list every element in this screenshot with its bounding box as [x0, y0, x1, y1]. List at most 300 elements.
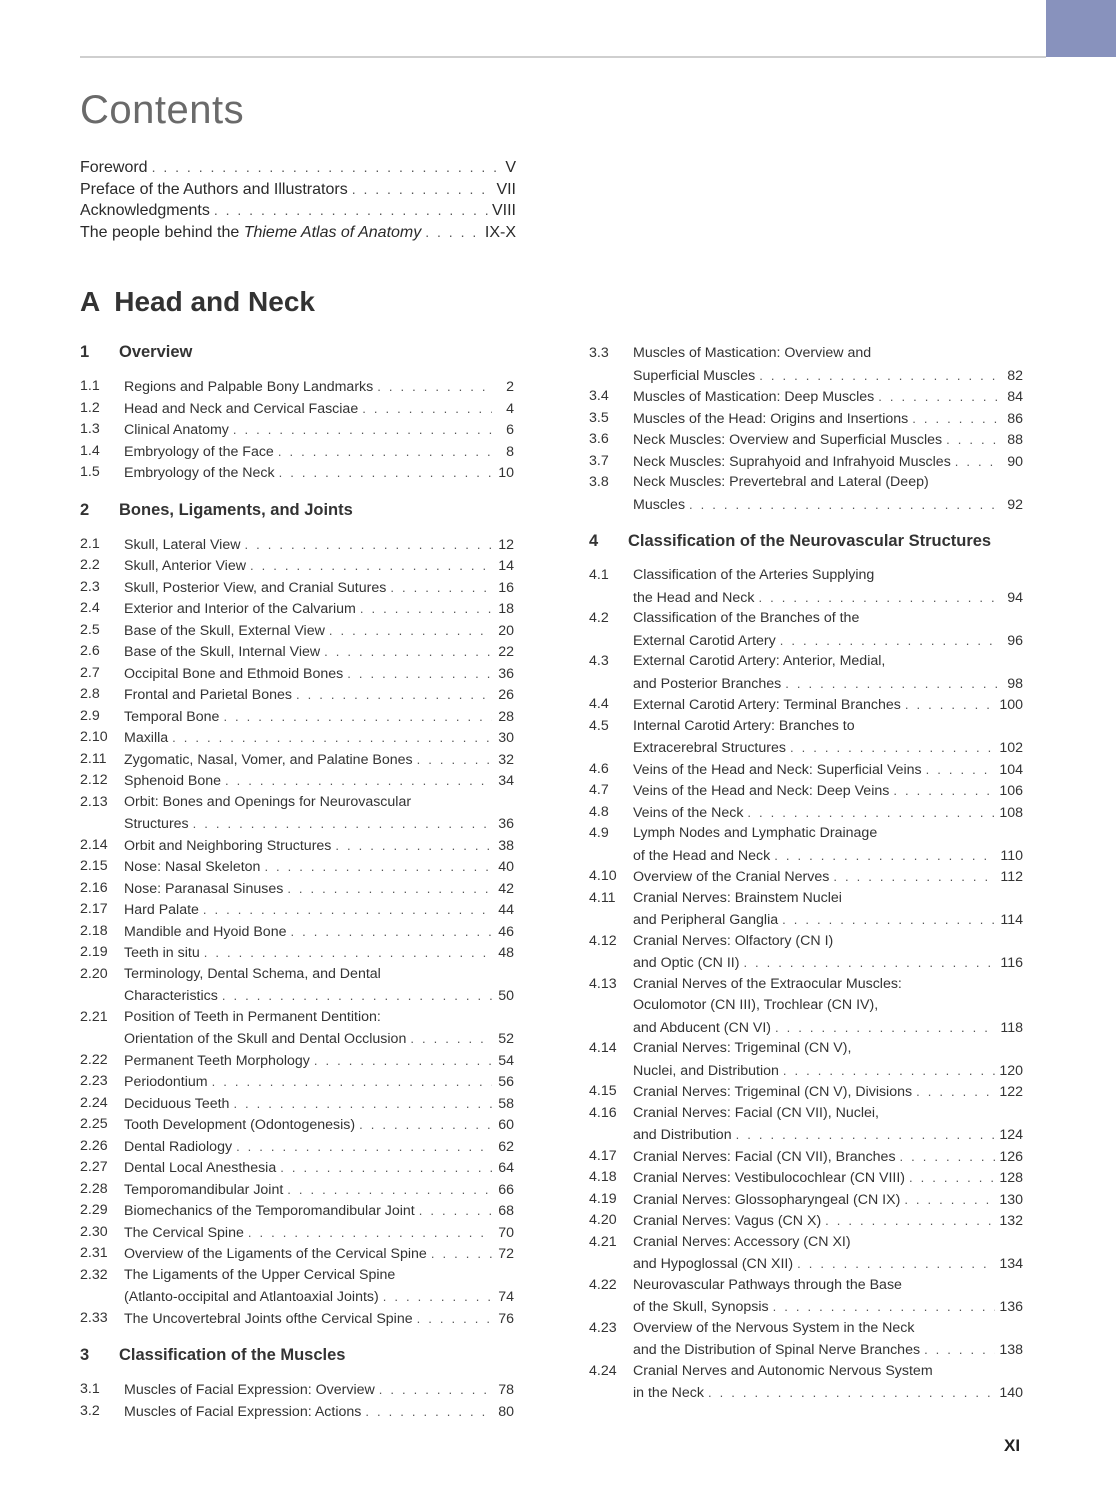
front-matter-item[interactable] — [80, 224, 516, 246]
section-line — [124, 1308, 514, 1330]
leader-dots — [278, 441, 492, 463]
section-title: and the Distribution of Spinal Nerve Branches — [633, 1342, 921, 1358]
section-title: Orbit and Neighboring Structures — [124, 837, 332, 854]
section-body — [633, 866, 1023, 888]
section-body — [633, 759, 1023, 781]
section-number: 1.1 — [80, 378, 100, 394]
section-body — [124, 1401, 514, 1423]
section-number: 2.2 — [80, 557, 100, 573]
section-line — [633, 780, 1023, 802]
front-matter-page: IX-X — [484, 223, 516, 241]
section-title: Dental Radiology — [124, 1138, 233, 1155]
section-number: 3.6 — [589, 431, 609, 447]
section-number: 2.11 — [80, 750, 107, 767]
leader-dots — [782, 909, 996, 931]
leader-dots — [280, 1157, 492, 1179]
section-page: 38 — [498, 837, 514, 854]
section-title: Nuclei, and Distribution — [633, 1062, 779, 1079]
section-page: 36 — [498, 816, 514, 832]
leader-dots — [236, 1136, 492, 1158]
chapter-heading[interactable] — [80, 1346, 514, 1368]
toc-entry[interactable] — [589, 759, 1023, 781]
section-title: Internal Carotid Artery: Branches to — [633, 717, 855, 734]
section-title: External Carotid Artery: Terminal Branches — [633, 697, 901, 713]
toc-entry[interactable] — [80, 1200, 514, 1222]
section-line — [124, 1157, 514, 1179]
section-title: The Ligaments of the Upper Cervical Spine — [124, 1266, 396, 1283]
section-line — [633, 931, 1023, 953]
toc-entry[interactable] — [80, 376, 514, 398]
toc-entry[interactable] — [589, 974, 1023, 1039]
section-page: 30 — [498, 730, 514, 746]
toc-entry[interactable] — [80, 1179, 514, 1201]
toc-entry[interactable] — [80, 398, 514, 420]
section-title: Cranial Nerves: Accessory (CN XI) — [633, 1233, 851, 1250]
leader-dots — [360, 598, 492, 620]
chapter-title: Overview — [119, 343, 193, 361]
section-line — [633, 1232, 1023, 1254]
section-number: 3.3 — [589, 345, 609, 361]
toc-entry[interactable] — [80, 641, 514, 663]
section-line — [633, 451, 1023, 473]
leader-dots — [708, 1382, 995, 1404]
section-title: External Carotid Artery: Anterior, Medial, — [633, 653, 886, 669]
section-title: Veins of the Head and Neck: Superficial Veins — [633, 761, 922, 778]
section-number: 2.33 — [80, 1309, 108, 1326]
toc-entry[interactable] — [80, 577, 514, 599]
toc-entry[interactable] — [80, 1157, 514, 1179]
section-number: 4.20 — [589, 1212, 617, 1228]
section-number: 2.21 — [80, 1008, 108, 1025]
top-rule — [80, 56, 1046, 58]
toc-entry[interactable] — [589, 386, 1023, 408]
section-number: 4.8 — [589, 803, 609, 820]
section-page: 126 — [999, 1148, 1023, 1165]
toc-entry[interactable] — [589, 780, 1023, 802]
section-number: 4.17 — [589, 1147, 617, 1164]
section-page: 114 — [1000, 912, 1023, 928]
toc-entry[interactable] — [80, 1401, 514, 1423]
section-page: 132 — [999, 1213, 1023, 1229]
toc-entry[interactable] — [589, 565, 1023, 608]
toc-entry[interactable] — [589, 1361, 1023, 1404]
page-number: XI — [1004, 1436, 1021, 1455]
section-page: 58 — [498, 1095, 514, 1112]
toc-entry[interactable] — [589, 823, 1023, 866]
section-title: Frontal and Parietal Bones — [124, 687, 292, 703]
toc-entry[interactable] — [589, 1038, 1023, 1081]
toc-entry[interactable] — [80, 598, 514, 620]
section-page: 86 — [1007, 410, 1023, 427]
toc-entry[interactable] — [80, 706, 514, 728]
chapter-heading[interactable] — [589, 532, 1023, 554]
front-matter-item[interactable] — [80, 159, 516, 181]
section-number: 2.26 — [80, 1137, 108, 1154]
toc-entry[interactable] — [589, 343, 1023, 386]
toc-entry[interactable] — [80, 534, 514, 556]
section-line — [633, 587, 1023, 609]
toc-entry[interactable] — [80, 964, 514, 1007]
section-line — [633, 565, 1023, 587]
toc-entry[interactable] — [589, 1081, 1023, 1103]
leader-dots — [904, 1189, 995, 1211]
section-title: (Atlanto-occipital and Atlantoaxial Joints) — [124, 1289, 379, 1305]
leader-dots — [419, 1200, 492, 1222]
section-number: 2.24 — [80, 1094, 108, 1111]
leader-dots — [916, 1081, 995, 1103]
section-line — [124, 1200, 514, 1222]
section-body — [633, 408, 1023, 430]
section-body — [124, 620, 514, 642]
section-number: 2.16 — [80, 879, 108, 896]
page-title: Contents — [80, 88, 245, 132]
toc-entry[interactable] — [589, 888, 1023, 931]
section-title: Regions and Palpable Bony Landmarks — [124, 379, 374, 395]
section-number: 2.29 — [80, 1202, 108, 1218]
chapter-number: 1 — [80, 343, 90, 361]
part-title: Head and Neck — [114, 286, 315, 317]
toc-entry[interactable] — [80, 1114, 514, 1136]
section-title: Dental Local Anesthesia — [124, 1160, 277, 1176]
section-line — [124, 1071, 514, 1093]
toc-entry[interactable] — [589, 1210, 1023, 1232]
section-title: Muscles of Facial Expression: Actions — [124, 1403, 362, 1420]
section-line — [633, 365, 1023, 387]
toc-entry[interactable] — [589, 451, 1023, 473]
section-body — [124, 1222, 514, 1244]
section-title: Occipital Bone and Ethmoid Bones — [124, 665, 344, 682]
section-number: 4.4 — [589, 696, 609, 712]
section-page: 76 — [498, 1310, 514, 1327]
section-number: 2.9 — [80, 707, 100, 724]
section-number: 2.5 — [80, 621, 100, 638]
section-number: 2.8 — [80, 686, 100, 702]
section-page: 94 — [1007, 589, 1023, 606]
section-page: 90 — [1007, 453, 1023, 470]
leader-dots — [417, 749, 492, 771]
section-page: 2 — [506, 379, 514, 395]
section-page: 32 — [498, 751, 514, 768]
section-number: 4.12 — [589, 932, 617, 949]
toc-entry[interactable] — [80, 1265, 514, 1308]
toc-entry[interactable] — [80, 1050, 514, 1072]
toc-entry[interactable] — [80, 462, 514, 484]
toc-entry[interactable] — [589, 1318, 1023, 1361]
section-body — [124, 1379, 514, 1401]
section-page: 36 — [498, 665, 514, 682]
leader-dots — [926, 759, 996, 781]
section-line — [124, 598, 514, 620]
section-number: 4.16 — [589, 1104, 617, 1121]
section-title: Cranial Nerves: Vagus (CN X) — [633, 1213, 822, 1229]
section-title: Periodontium — [124, 1074, 208, 1090]
section-title: of the Skull, Synopsis — [633, 1299, 769, 1315]
section-body — [124, 462, 514, 484]
leader-dots — [783, 1060, 995, 1082]
section-number: 2.6 — [80, 643, 100, 659]
section-page: 72 — [498, 1246, 514, 1262]
section-title: Cranial Nerves: Facial (CN VII), Nuclei, — [633, 1104, 879, 1121]
section-number: 2.14 — [80, 836, 108, 853]
leader-dots — [264, 856, 492, 878]
section-title: Temporal Bone — [124, 708, 220, 725]
toc-entry[interactable] — [80, 663, 514, 685]
leader-dots — [290, 921, 492, 943]
section-title: Maxilla — [124, 730, 169, 746]
toc-entry[interactable] — [589, 472, 1023, 515]
section-page: 136 — [999, 1299, 1023, 1315]
toc-entry[interactable] — [80, 899, 514, 921]
leader-dots — [223, 706, 492, 728]
leader-dots — [248, 1222, 492, 1244]
section-line — [124, 462, 514, 484]
section-number: 2.4 — [80, 600, 100, 616]
section-title: Tooth Development (Odontogenesis) — [124, 1117, 356, 1133]
toc-entry[interactable] — [589, 1232, 1023, 1275]
chapter-heading[interactable] — [80, 343, 514, 365]
chapter-number: 3 — [80, 1346, 90, 1364]
section-number: 2.17 — [80, 901, 108, 917]
section-title: External Carotid Artery — [633, 632, 776, 649]
section-title: and Distribution — [633, 1127, 732, 1143]
toc-entry[interactable] — [589, 1275, 1023, 1318]
chapter-title: Classification of the Muscles — [119, 1346, 346, 1364]
leader-dots — [244, 534, 492, 556]
section-page: 52 — [498, 1031, 514, 1047]
leader-dots — [279, 462, 492, 484]
section-title: Veins of the Head and Neck: Deep Veins — [633, 783, 890, 799]
section-page: 102 — [999, 740, 1023, 756]
section-page: 60 — [498, 1117, 514, 1133]
section-line — [633, 974, 1023, 996]
section-line — [633, 1124, 1023, 1146]
toc-entry[interactable] — [80, 1007, 514, 1050]
section-number: 1.4 — [80, 442, 100, 459]
section-line — [124, 899, 514, 921]
section-number: 2.15 — [80, 858, 108, 874]
toc-entry[interactable] — [80, 1071, 514, 1093]
section-page: 44 — [498, 902, 514, 918]
section-body — [633, 451, 1023, 473]
section-title: and Abducent (CN VI) — [633, 1019, 772, 1036]
front-matter-item[interactable] — [80, 181, 516, 203]
section-number: 2.31 — [80, 1245, 108, 1261]
section-page: 12 — [498, 536, 514, 553]
toc-entry[interactable] — [80, 749, 514, 771]
toc-entry[interactable] — [589, 1167, 1023, 1189]
toc-entry[interactable] — [80, 555, 514, 577]
section-body — [124, 398, 514, 420]
toc-entry[interactable] — [80, 921, 514, 943]
section-line — [124, 419, 514, 441]
section-title: Cranial Nerves: Vestibulocochlear (CN VIII) — [633, 1170, 906, 1186]
section-line — [124, 727, 514, 749]
toc-entry[interactable] — [80, 1379, 514, 1401]
section-number: 2.3 — [80, 578, 100, 595]
leader-dots — [900, 1146, 996, 1168]
leader-dots — [222, 985, 492, 1007]
section-line — [633, 630, 1023, 652]
toc-entry[interactable] — [589, 1189, 1023, 1211]
section-page: 18 — [498, 601, 514, 617]
section-line — [633, 1081, 1023, 1103]
toc-entry[interactable] — [80, 1093, 514, 1115]
leader-dots — [390, 577, 492, 599]
front-matter-item[interactable] — [80, 202, 516, 224]
section-title: Skull, Lateral View — [124, 536, 241, 553]
section-number: 3.5 — [589, 409, 609, 426]
section-title: Permanent Teeth Morphology — [124, 1052, 310, 1069]
section-line — [633, 608, 1023, 630]
section-line — [633, 1275, 1023, 1297]
section-line — [633, 952, 1023, 974]
section-page: 140 — [999, 1385, 1023, 1401]
toc-entry[interactable] — [589, 429, 1023, 451]
toc-column-right — [589, 343, 1023, 1404]
section-line — [124, 441, 514, 463]
toc-entry[interactable] — [80, 878, 514, 900]
leader-dots — [172, 727, 492, 749]
section-body — [633, 1038, 1023, 1081]
leader-dots — [233, 1093, 492, 1115]
section-line — [124, 1007, 514, 1029]
toc-entry[interactable] — [80, 835, 514, 857]
section-line — [633, 737, 1023, 759]
section-title: Embryology of the Neck — [124, 465, 275, 481]
toc-entry[interactable] — [589, 608, 1023, 651]
section-title: Sphenoid Bone — [124, 773, 222, 789]
toc-entry[interactable] — [80, 1136, 514, 1158]
section-title: Superficial Muscles — [633, 367, 756, 384]
toc-entry[interactable] — [589, 716, 1023, 759]
section-title: Deciduous Teeth — [124, 1095, 230, 1112]
section-page: 84 — [1007, 389, 1023, 405]
front-matter-list — [80, 159, 516, 245]
section-number: 4.9 — [589, 825, 609, 841]
toc-entry[interactable] — [589, 802, 1023, 824]
toc-entry[interactable] — [80, 792, 514, 835]
toc-entry[interactable] — [80, 419, 514, 441]
toc-entry[interactable] — [589, 408, 1023, 430]
toc-entry[interactable] — [80, 1222, 514, 1244]
section-page: 46 — [498, 923, 514, 940]
section-page: 88 — [1007, 432, 1023, 448]
leader-dots — [833, 866, 996, 888]
leader-dots — [893, 780, 995, 802]
section-body — [124, 684, 514, 706]
section-number: 4.23 — [589, 1319, 617, 1336]
leader-dots — [689, 494, 1001, 516]
section-line — [633, 1017, 1023, 1039]
section-line — [633, 1167, 1023, 1189]
section-page: 82 — [1007, 367, 1023, 384]
leader-dots — [296, 684, 492, 706]
chapter-title: Classification of the Neurovascular Structures — [628, 532, 992, 550]
leader-dots — [377, 376, 492, 398]
section-body — [124, 899, 514, 921]
section-body — [633, 429, 1023, 451]
section-number: 4.18 — [589, 1169, 617, 1185]
toc-entry[interactable] — [589, 1103, 1023, 1146]
section-line — [633, 802, 1023, 824]
toc-entry[interactable] — [589, 866, 1023, 888]
section-body — [633, 343, 1023, 386]
toc-column-left — [80, 343, 514, 1422]
section-title: Base of the Skull, External View — [124, 622, 325, 639]
leader-dots — [785, 673, 1001, 695]
toc-entry[interactable] — [80, 856, 514, 878]
section-page: 64 — [498, 1160, 514, 1176]
section-line — [124, 964, 514, 986]
front-matter-page: V — [505, 159, 516, 176]
section-page: 4 — [506, 400, 514, 417]
section-title: Cranial Nerves: Olfactory (CN I) — [633, 932, 834, 949]
toc-entry[interactable] — [80, 441, 514, 463]
section-page: 96 — [1007, 632, 1023, 649]
section-number: 4.19 — [589, 1190, 617, 1207]
section-line — [124, 1243, 514, 1265]
section-number: 4.3 — [589, 653, 609, 669]
toc-entry[interactable] — [80, 684, 514, 706]
part-heading — [80, 286, 315, 318]
section-body — [633, 1146, 1023, 1168]
section-body — [124, 1093, 514, 1115]
toc-entry[interactable] — [80, 770, 514, 792]
section-body — [124, 419, 514, 441]
toc-entry[interactable] — [589, 694, 1023, 716]
section-body — [633, 1361, 1023, 1404]
section-line — [633, 845, 1023, 867]
chapter-heading[interactable] — [80, 501, 514, 523]
section-body — [124, 1265, 514, 1308]
section-page: 62 — [498, 1138, 514, 1155]
toc-entry[interactable] — [80, 1243, 514, 1265]
section-page: 40 — [498, 859, 514, 875]
section-body — [124, 534, 514, 556]
toc-entry[interactable] — [80, 942, 514, 964]
toc-entry[interactable] — [589, 931, 1023, 974]
toc-entry[interactable] — [80, 620, 514, 642]
section-number: 4.1 — [589, 567, 609, 583]
section-number: 4.2 — [589, 610, 609, 626]
toc-entry[interactable] — [80, 727, 514, 749]
section-number: 4.7 — [589, 782, 609, 798]
front-matter-label-plain: The people behind the — [80, 223, 244, 241]
section-page: 22 — [498, 644, 514, 660]
section-page: 70 — [498, 1224, 514, 1241]
section-page: 110 — [1000, 847, 1023, 864]
section-line — [633, 651, 1023, 673]
section-number: 4.13 — [589, 975, 617, 992]
section-title: Skull, Anterior View — [124, 558, 246, 574]
section-number: 4.14 — [589, 1040, 617, 1056]
toc-entry[interactable] — [589, 651, 1023, 694]
toc-entry[interactable] — [80, 1308, 514, 1330]
section-line — [124, 792, 514, 814]
section-line — [124, 942, 514, 964]
section-number: 2.12 — [80, 772, 108, 788]
section-line — [124, 1114, 514, 1136]
leader-dots — [775, 1017, 996, 1039]
section-title: Cranial Nerves: Trigeminal (CN V), — [633, 1040, 852, 1056]
section-number: 4.15 — [589, 1083, 617, 1099]
section-line — [124, 663, 514, 685]
section-number: 4.11 — [589, 889, 616, 906]
chapter-spacer — [80, 365, 514, 376]
leader-dots — [352, 181, 493, 197]
toc-entry[interactable] — [589, 1146, 1023, 1168]
section-body — [124, 1200, 514, 1222]
